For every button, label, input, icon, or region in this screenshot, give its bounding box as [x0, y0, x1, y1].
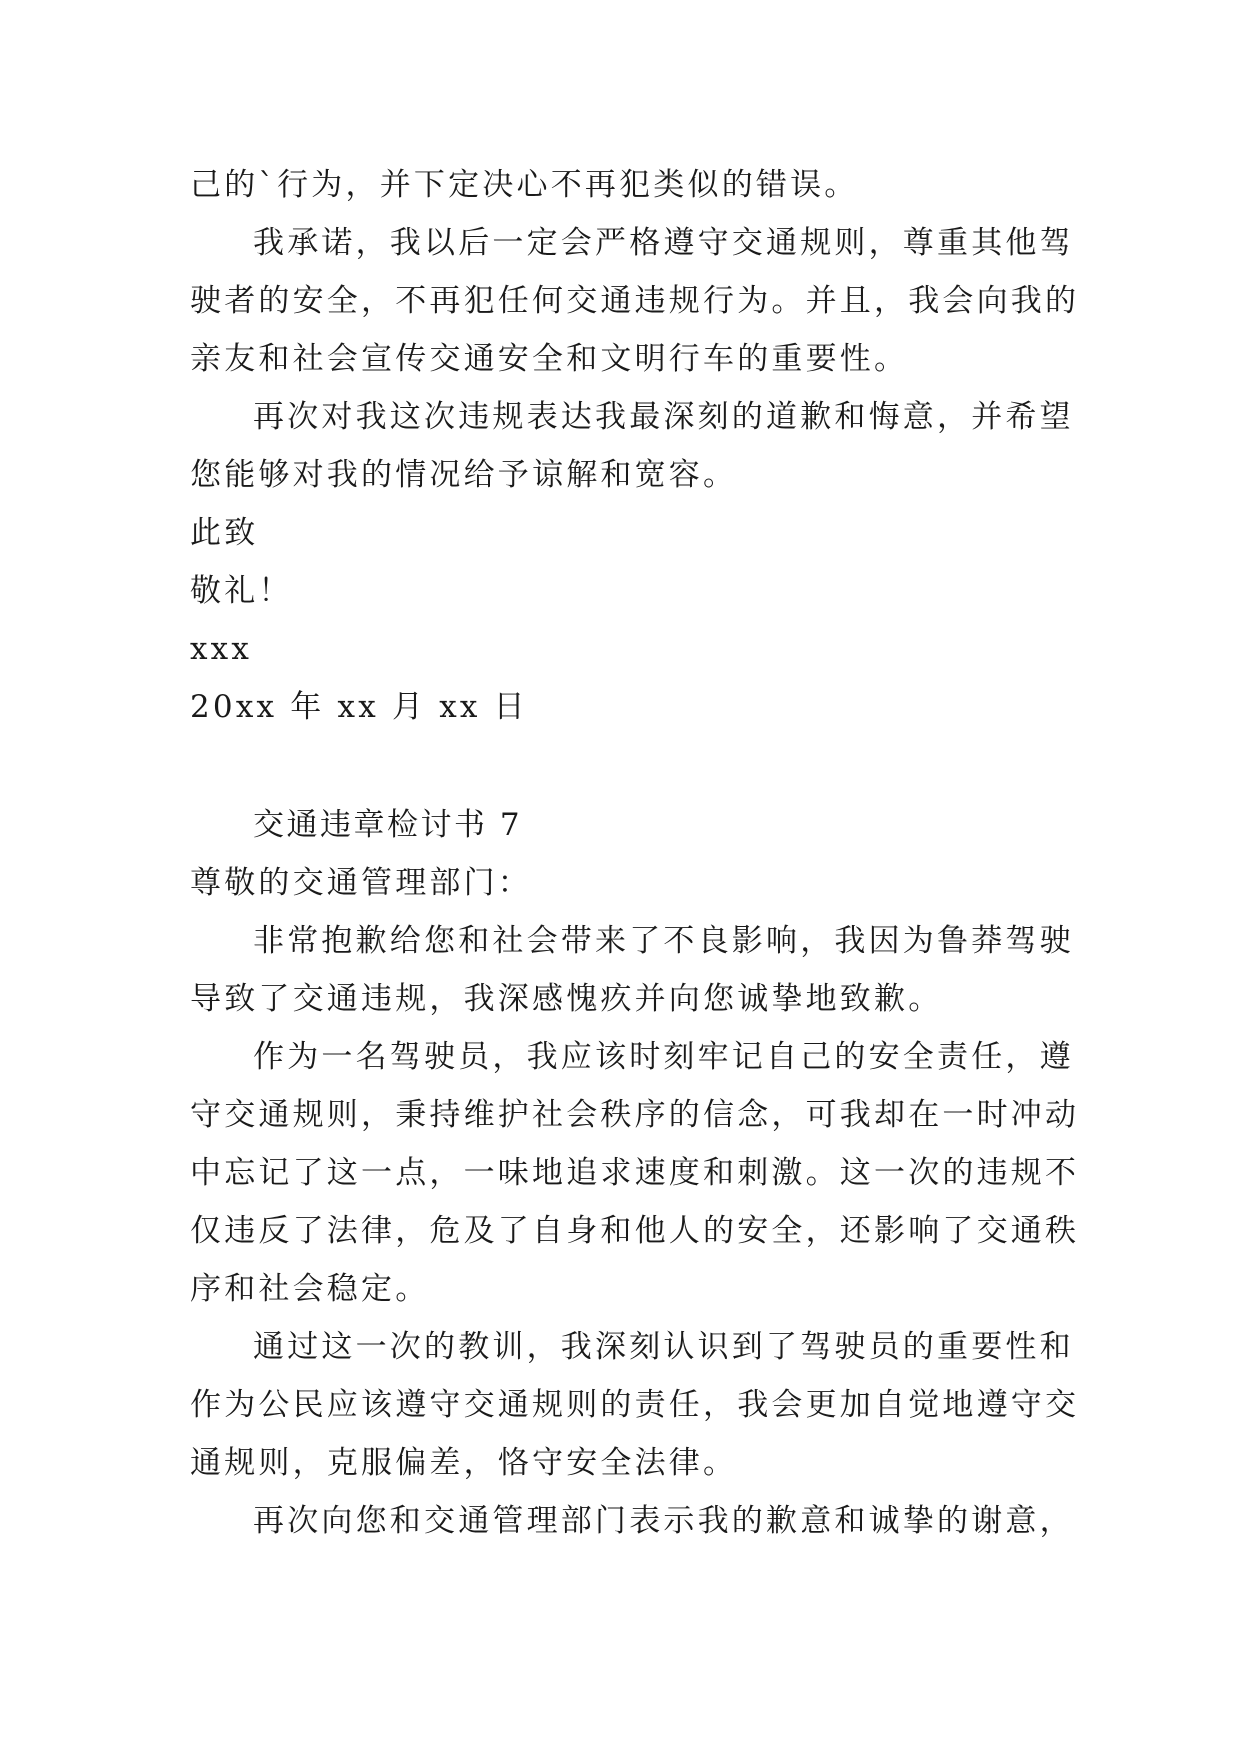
text-line: 驶者的安全，不再犯任何交通违规行为。并且，我会向我的: [190, 283, 1080, 319]
text-line: 导致了交通违规，我深感愧疚并向您诚挚地致歉。: [190, 981, 943, 1017]
closing-salutation: 此致: [190, 515, 259, 551]
text-line: 中忘记了这一点，一味地追求速度和刺激。这一次的违规不: [190, 1155, 1080, 1191]
paragraph-start: 通过这一次的教训，我深刻认识到了驾驶员的重要性和: [253, 1329, 1074, 1365]
greeting: 尊敬的交通管理部门：: [190, 865, 532, 901]
paragraph-start: 再次向您和交通管理部门表示我的歉意和诚挚的谢意，: [253, 1503, 1074, 1539]
text-line: 己的`行为，并下定决心不再犯类似的错误。: [190, 167, 859, 203]
paragraph-start: 我承诺，我以后一定会严格遵守交通规则，尊重其他驾: [253, 225, 1074, 261]
text-line: 作为公民应该遵守交通规则的责任，我会更加自觉地遵守交: [190, 1387, 1080, 1423]
paragraph-start: 再次对我这次违规表达我最深刻的道歉和悔意，并希望: [253, 399, 1074, 435]
paragraph-start: 作为一名驾驶员，我应该时刻牢记自己的安全责任，遵: [253, 1039, 1074, 1075]
text-line: 仅违反了法律，危及了自身和他人的安全，还影响了交通秩: [190, 1213, 1080, 1249]
text-line: 亲友和社会宣传交通安全和文明行车的重要性。: [190, 341, 909, 377]
signature-name: xxx: [190, 631, 253, 667]
text-line: 守交通规则，秉持维护社会秩序的信念，可我却在一时冲动: [190, 1097, 1080, 1133]
closing-regards: 敬礼！: [190, 573, 293, 609]
signature-date: 20xx 年 xx 月 xx 日: [190, 689, 528, 725]
text-line: 序和社会稳定。: [190, 1271, 430, 1307]
text-line: 通规则，克服偏差，恪守安全法律。: [190, 1445, 738, 1481]
section-title: 交通违章检讨书 7: [253, 807, 523, 843]
paragraph-start: 非常抱歉给您和社会带来了不良影响，我因为鲁莽驾驶: [253, 923, 1074, 959]
text-line: 您能够对我的情况给予谅解和宽容。: [190, 457, 738, 493]
